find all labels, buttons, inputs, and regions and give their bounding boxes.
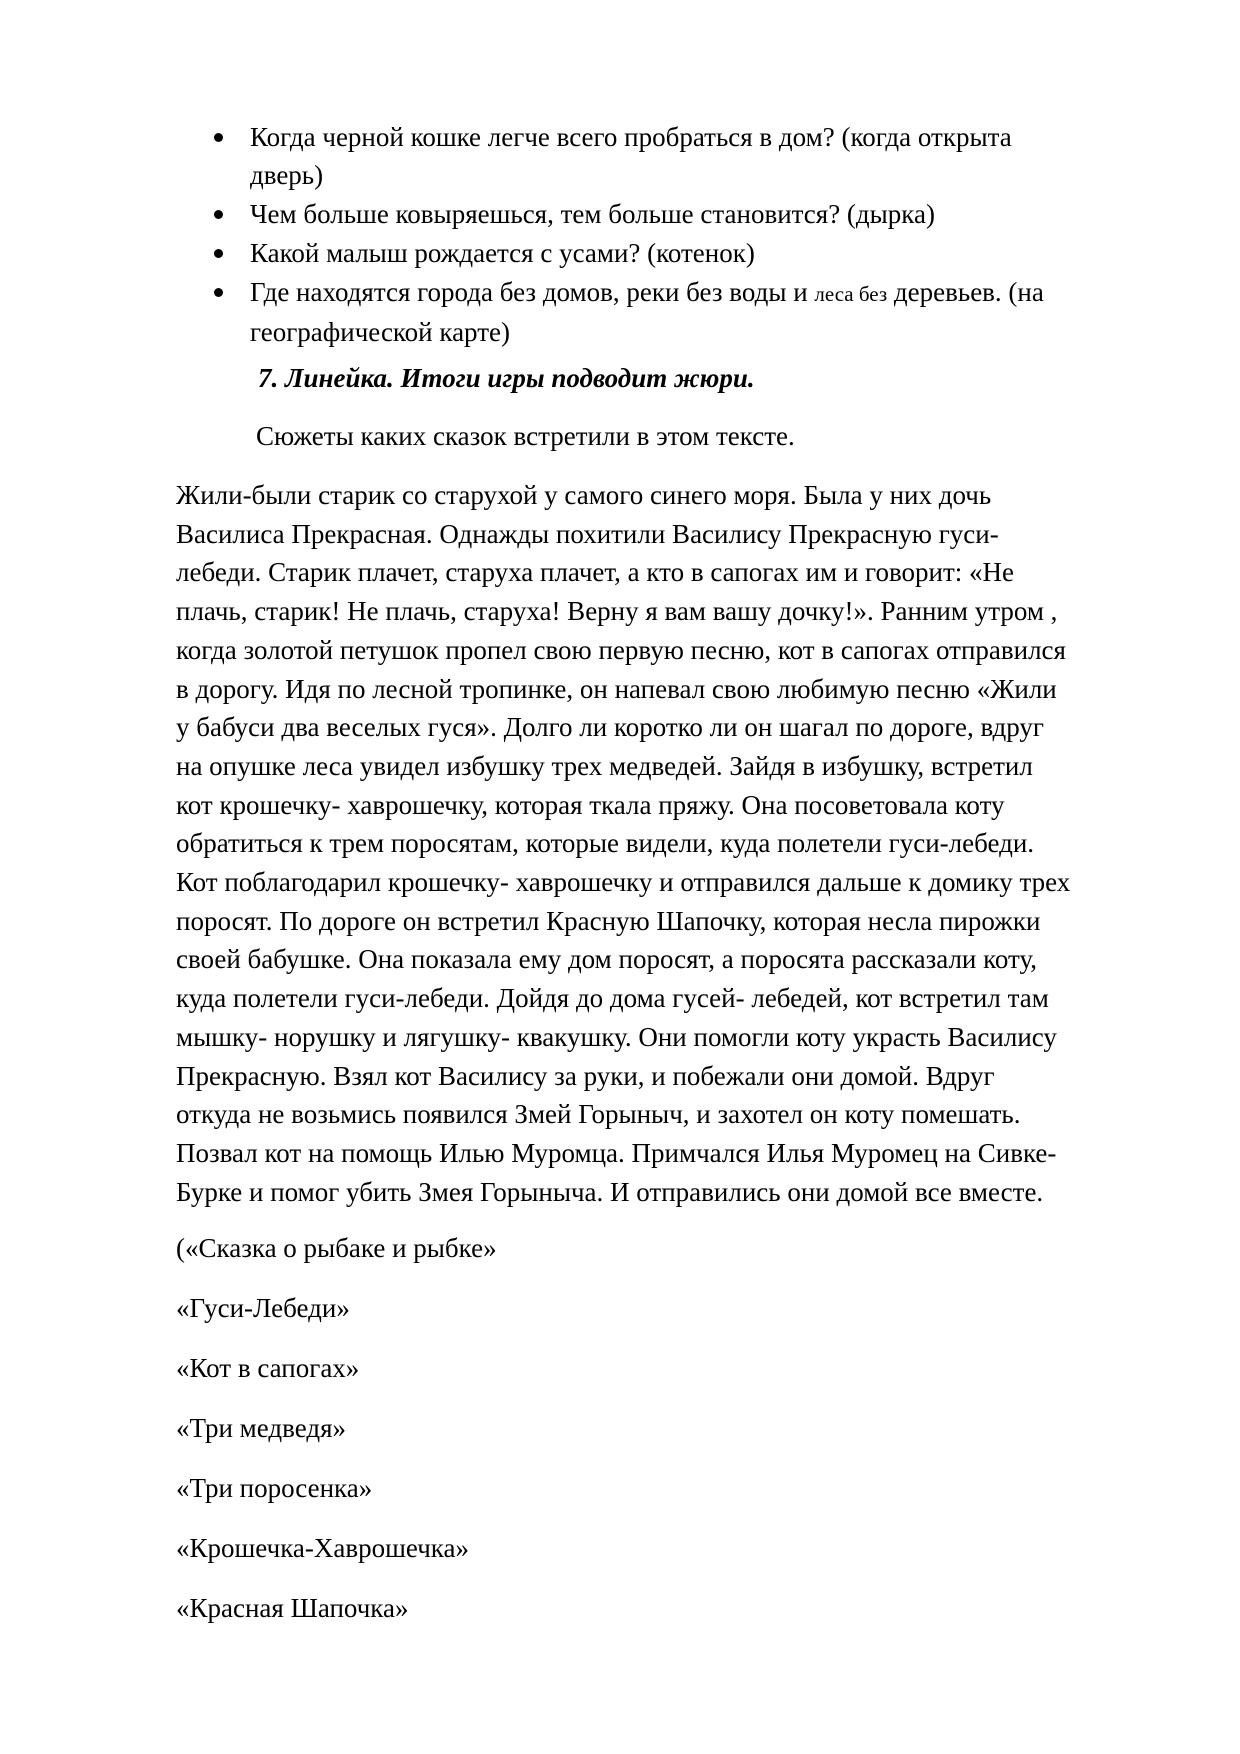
story-line: Жили-были старик со старухой у самого синего моря. Была у них дочь bbox=[176, 480, 992, 510]
tale-list bbox=[176, 1229, 876, 1649]
story-paragraph bbox=[176, 476, 1148, 1211]
story-line: Бурке и помог убить Змея Горыныча. И отправились они домой все вместе. bbox=[176, 1176, 1044, 1207]
riddle-line: дверь) bbox=[250, 160, 324, 190]
riddle-line: Когда черной кошке легче всего пробраться в дом? (когда открыта bbox=[250, 122, 1012, 152]
story-line: плачь, старик! Не плачь, старуха! Верну я вам вашу дочку!». Ранним утром , bbox=[176, 596, 1058, 627]
tale-item: «Гуси-Лебеди» bbox=[176, 1293, 350, 1323]
tale-item: «Красная Шапочка» bbox=[176, 1593, 409, 1623]
story-line: Кот поблагодарил крошечку- хаврошечку и отправился дальше к домику трех bbox=[176, 867, 1071, 898]
story-line: откуда не возьмись появился Змей Горыныч, и захотел он коту помешать. bbox=[176, 1099, 1021, 1130]
riddle-text-small: леса без bbox=[814, 282, 888, 306]
riddle-line: Какой малыш рождается с усами? (котенок) bbox=[250, 238, 755, 268]
intro-paragraph: Сюжеты каких сказок встретили в этом тексте. bbox=[256, 421, 795, 451]
story-line: мышку- норушку и лягушку- квакушку. Они помогли коту украсть Василису bbox=[176, 1021, 1057, 1052]
story-line: когда золотой петушок пропел свою первую песню, кот в сапогах отправился bbox=[176, 634, 1066, 665]
riddle-line: Чем больше ковыряешься, тем больше становится? (дырка) bbox=[250, 199, 935, 229]
story-line: Позвал кот на помощь Илью Муромца. Примчался Илья Муромец на Сивке- bbox=[176, 1137, 1057, 1168]
riddle-text: деревьев. (на bbox=[887, 277, 1044, 307]
riddle-item bbox=[214, 273, 1134, 351]
tale-item: «Три медведя» bbox=[176, 1413, 346, 1443]
story-line: обратиться к трем поросятам, которые видели, куда полетели гуси-лебеди. bbox=[176, 828, 1035, 859]
bullet-dot-icon bbox=[214, 288, 223, 297]
riddle-line bbox=[250, 273, 1134, 313]
story-line: у бабуси два веселых гуся». Долго ли коротко ли он шагал по дороге, вдруг bbox=[176, 712, 1044, 743]
riddle-list bbox=[214, 118, 1134, 352]
section-heading: 7. Линейка. Итоги игры подводит жюри. bbox=[258, 363, 755, 393]
tale-item: «Крошечка-Хаврошечка» bbox=[176, 1533, 469, 1563]
story-line: лебеди. Старик плачет, старуха плачет, а кто в сапогах им и говорит: «Не bbox=[176, 557, 1014, 588]
tale-item: «Кот в сапогах» bbox=[176, 1353, 360, 1383]
tale-item: («Сказка о рыбаке и рыбке» bbox=[176, 1233, 497, 1263]
story-line: кот крошечку- хаврошечку, которая ткала пряжу. Она посоветовала коту bbox=[176, 789, 1005, 820]
bullet-dot-icon bbox=[214, 133, 223, 142]
story-line: поросят. По дороге он встретил Красную Шапочку, которая несла пирожки bbox=[176, 905, 1041, 936]
tale-item: «Три поросенка» bbox=[176, 1473, 373, 1503]
story-line: куда полетели гуси-лебеди. Дойдя до дома гусей- лебедей, кот встретил там bbox=[176, 983, 1049, 1014]
bullet-dot-icon bbox=[214, 249, 223, 258]
riddle-line: географической карте) bbox=[250, 317, 510, 347]
riddle-item bbox=[214, 234, 1134, 272]
riddle-item bbox=[214, 195, 1134, 233]
story-line: Василиса Прекрасная. Однажды похитили Василису Прекрасную гуси- bbox=[176, 518, 999, 549]
story-line: в дорогу. Идя по лесной тропинке, он напевал свою любимую песню «Жили bbox=[176, 673, 1057, 704]
riddle-text: Где находятся города без домов, реки без воды и bbox=[250, 277, 815, 307]
story-line: на опушке леса увидел избушку трех медведей. Зайдя в избушку, встретил bbox=[176, 750, 1033, 781]
story-line: Прекрасную. Взял кот Василису за руки, и побежали они домой. Вдруг bbox=[176, 1060, 995, 1091]
story-line: своей бабушке. Она показала ему дом поросят, а поросята рассказали коту, bbox=[176, 944, 1038, 975]
bullet-dot-icon bbox=[214, 210, 223, 219]
riddle-item bbox=[214, 118, 1134, 194]
